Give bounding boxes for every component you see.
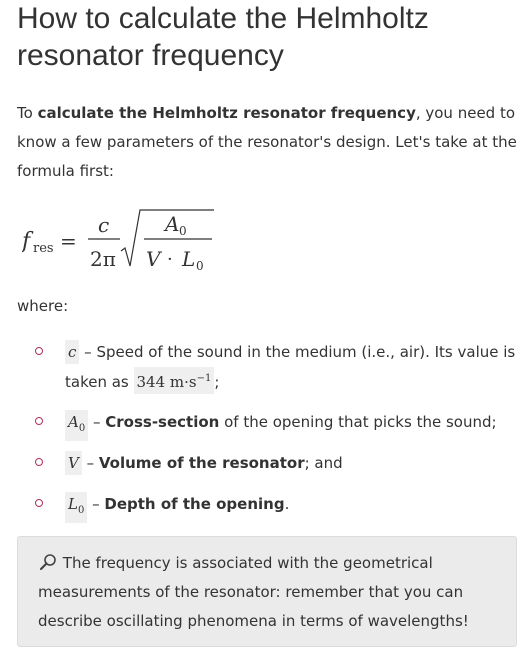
formula-L-sub: 0 (196, 259, 204, 273)
list-item-text (65, 449, 520, 478)
item-bold: Volume of the resonator (98, 454, 305, 472)
formula-num: c (98, 213, 110, 237)
info-note (17, 536, 517, 647)
value-sup: −1 (196, 373, 212, 384)
item-description: . (284, 495, 290, 513)
helmholtz-formula (22, 204, 242, 276)
intro-lead: To (17, 104, 38, 122)
math-symbol: c (65, 340, 79, 364)
intro-paragraph (17, 99, 517, 186)
formula-A-sub: 0 (179, 224, 187, 238)
formula-f: f (22, 229, 31, 254)
formula-f-sub: res (33, 241, 54, 256)
math-symbol: V (65, 451, 82, 475)
item-tail: ; (214, 373, 220, 391)
bullet-icon (35, 417, 43, 425)
formula-V: V (146, 247, 161, 271)
list-item-text (65, 408, 520, 441)
sym-main: L (68, 495, 78, 513)
intro-rest: , you need to know a few parameters of the resonator's design. Let's take at the formula first: (17, 104, 517, 180)
item-description: of the opening that picks the sound; (219, 413, 497, 431)
item-dash: – (87, 495, 105, 513)
formula-equals: = (60, 229, 77, 253)
note-text (38, 549, 508, 636)
magnifier-icon (38, 552, 58, 570)
formula-den: 2π (90, 247, 116, 271)
item-bold: Cross-section (105, 413, 220, 431)
item-bold: Depth of the opening (104, 495, 285, 513)
bullet-icon (35, 458, 43, 466)
list-item-text (65, 490, 520, 523)
sym-sub: 0 (78, 423, 86, 434)
item-description: Speed of the sound in the medium (i.e., air). Its value is taken as (65, 343, 516, 391)
sym-sub: 0 (77, 505, 85, 516)
item-dash: – (81, 454, 99, 472)
intro-bold: calculate the Helmholtz resonator frequency (37, 104, 416, 122)
item-dash: – (79, 343, 97, 361)
note-body: The frequency is associated with the geometrical measurements of the resonator: remember that you can describe oscillating phenomena in terms of wavelengths! (38, 554, 469, 630)
value-main: 344 m·s (136, 373, 197, 391)
formula-dot: · (167, 249, 173, 270)
formula-L: L (182, 247, 196, 271)
math-symbol (65, 410, 88, 441)
sym-main: A (68, 413, 79, 431)
page-title: How to calculate the Helmholtz resonator frequency (17, 2, 429, 72)
bullet-icon (35, 347, 43, 355)
where-label: where: (17, 297, 69, 315)
item-dash: – (88, 413, 106, 431)
bullet-icon (35, 499, 43, 507)
list-item-text (65, 338, 520, 397)
formula-A: A (165, 212, 180, 236)
math-value (134, 367, 215, 394)
math-symbol (65, 492, 87, 523)
item-description: ; and (304, 454, 343, 472)
